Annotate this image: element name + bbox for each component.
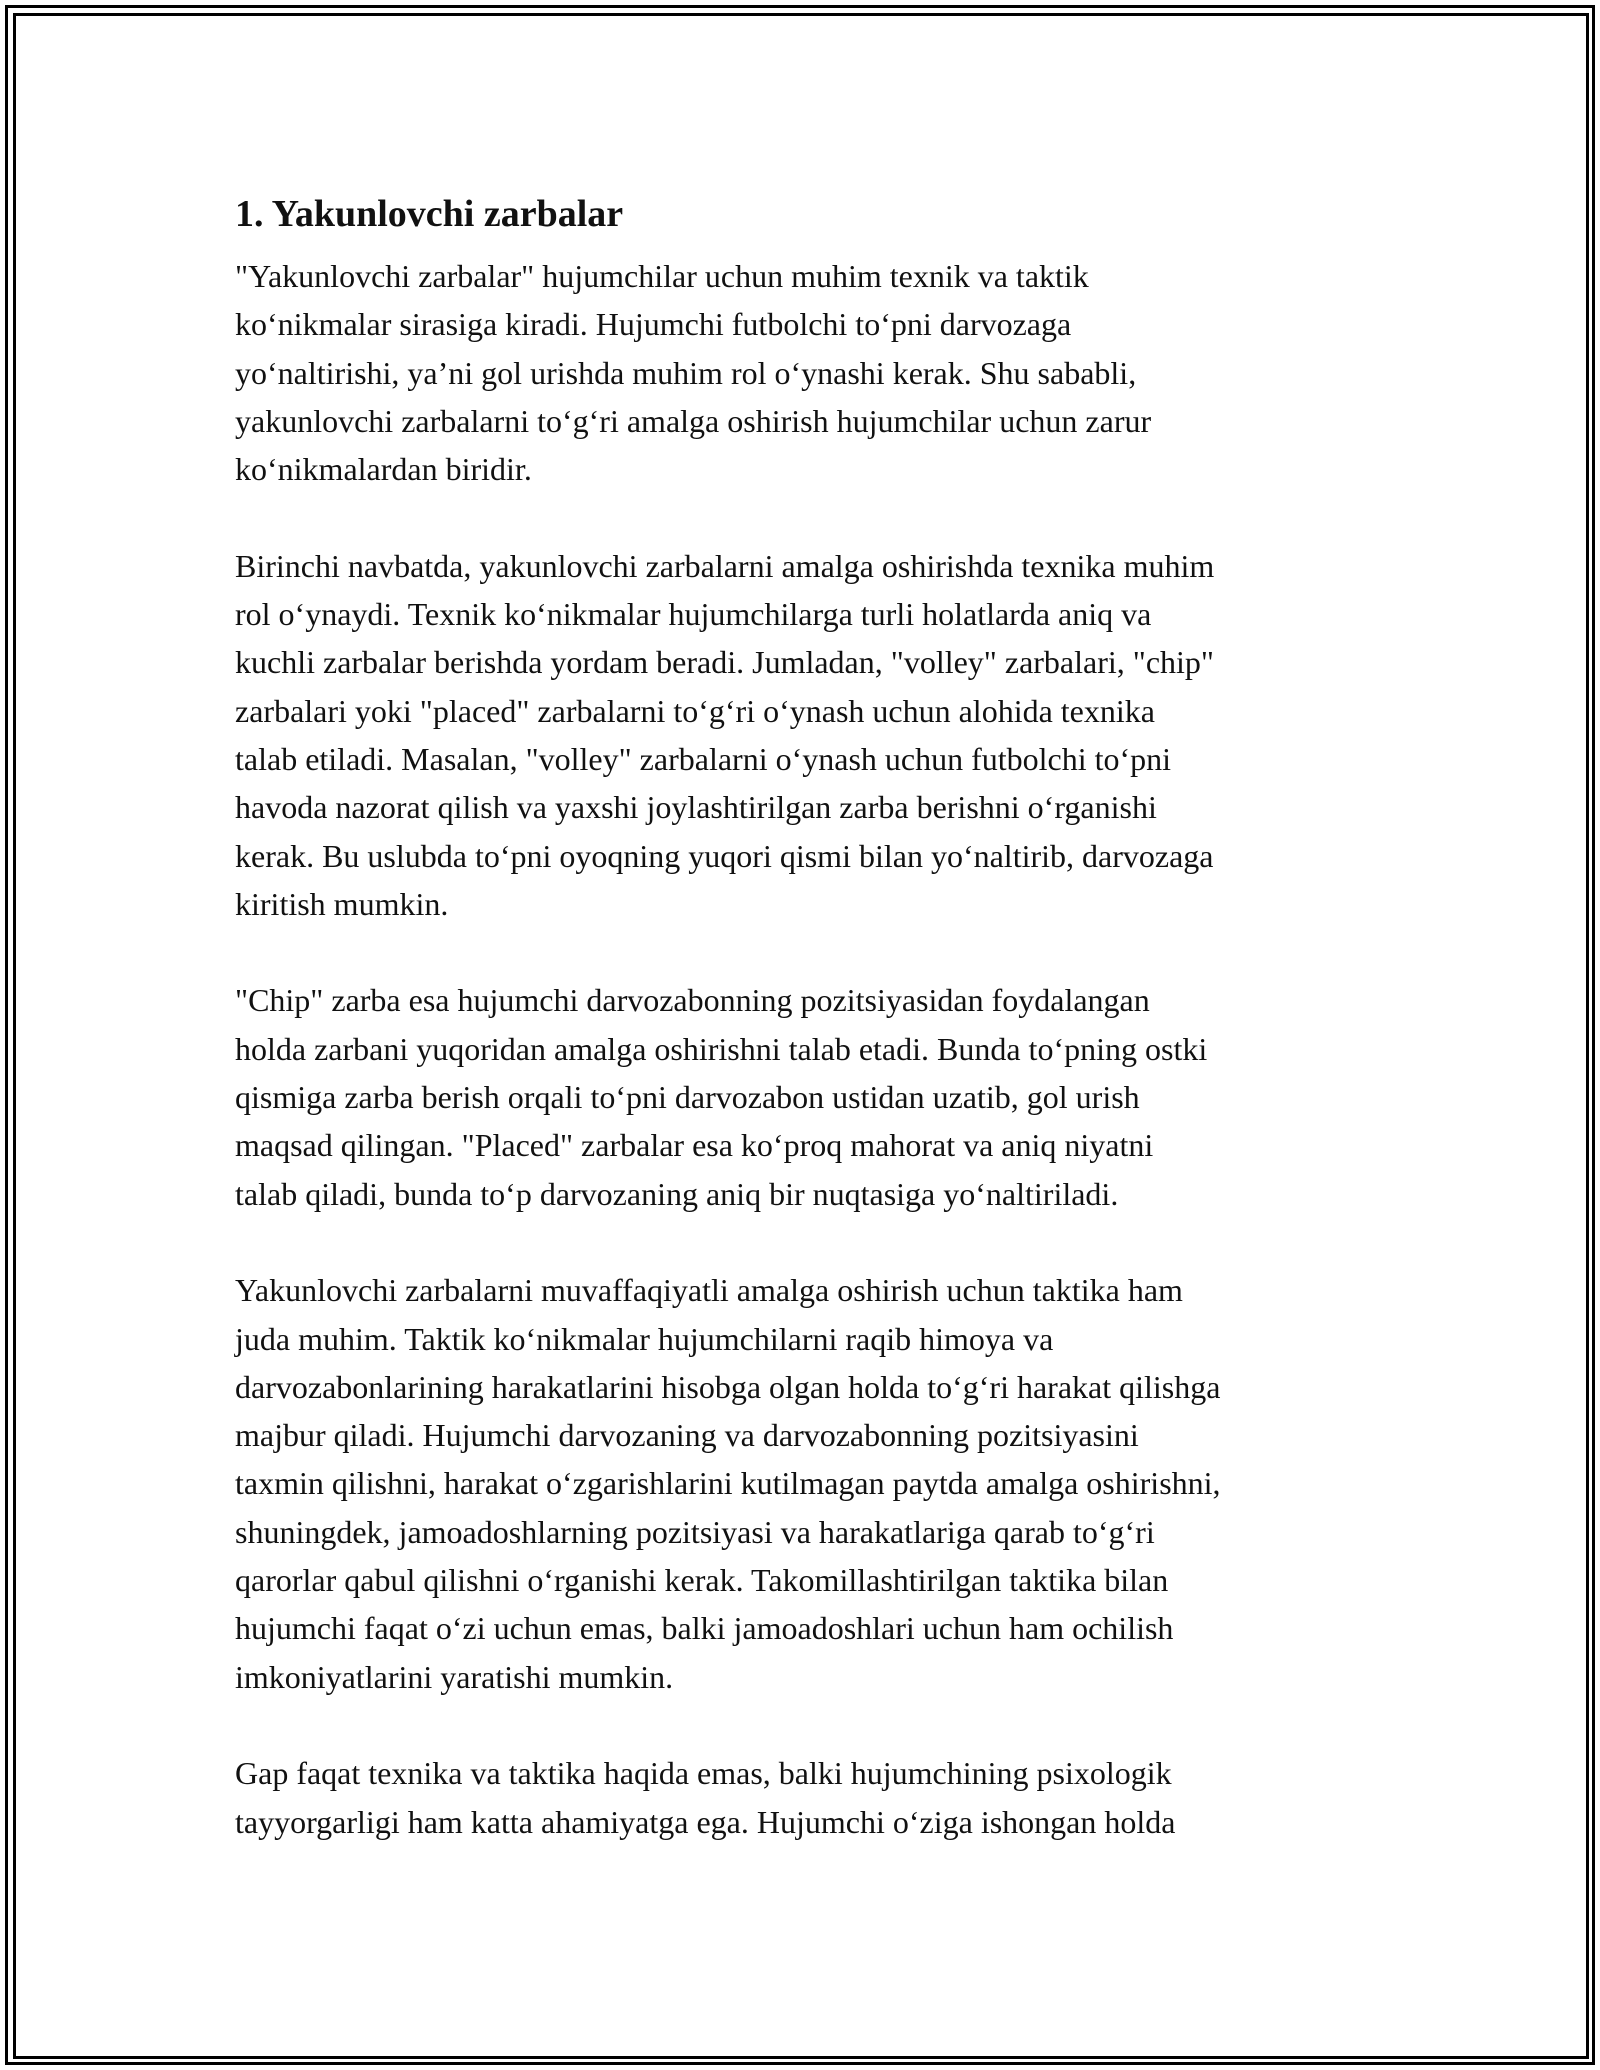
paragraph-line: maqsad qilingan. "Placed" zarbalar esa ko‘proq mahorat va aniq niyatni	[235, 1127, 1154, 1164]
paragraph-line: "Yakunlovchi zarbalar" hujumchilar uchun muhim texnik va taktik	[235, 258, 1089, 294]
paragraph-line: Yakunlovchi zarbalarni muvaffaqiyatli amalga oshirish uchun taktika ham	[235, 1272, 1183, 1309]
paragraph-line: hujumchi faqat o‘zi uchun emas, balki jamoadoshlari uchun ham ochilish	[235, 1610, 1174, 1647]
paragraph-line: qarorlar qabul qilishni o‘rganishi kerak. Takomillashtirilgan taktika bilan	[235, 1562, 1169, 1599]
paragraph-line: zarbalari yoki "placed" zarbalarni to‘g‘ri o‘ynash uchun alohida texnika	[235, 692, 1155, 729]
paragraph-line: Birinchi navbatda, yakunlovchi zarbalarni amalga oshirishda texnika muhim	[235, 547, 1215, 584]
paragraph-line: juda muhim. Taktik ko‘nikmalar hujumchilarni raqib himoya va	[235, 1320, 1054, 1357]
paragraph-line: havoda nazorat qilish va yaxshi joylashtirilgan zarba berishni o‘rganishi	[235, 789, 1157, 826]
paragraph	[235, 976, 1380, 1217]
paragraph-line: darvozabonlarining harakatlarini hisobga olgan holda to‘g‘ri harakat qilishga	[235, 1368, 1221, 1405]
paragraph-line: tayyorgarligi ham katta ahamiyatga ega. Hujumchi o‘ziga ishongan holda	[235, 1803, 1176, 1840]
paragraph-line: majbur qiladi. Hujumchi darvozaning va darvozabonning pozitsiyasini	[235, 1417, 1139, 1454]
section-heading: 1. Yakunlovchi zarbalar	[235, 193, 624, 235]
paragraph-line: taxmin qilishni, harakat o‘zgarishlarini kutilmagan paytda amalga oshirishni,	[235, 1465, 1221, 1502]
paragraph-line: shuningdek, jamoadoshlarning pozitsiyasi va harakatlariga qarab to‘g‘ri	[235, 1513, 1155, 1550]
paragraph-line: yo‘naltirishi, ya’ni gol urishda muhim rol o‘ynashi kerak. Shu sababli,	[235, 354, 1137, 391]
paragraph-line: yakunlovchi zarbalarni to‘g‘ri amalga oshirish hujumchilar uchun zarur	[235, 402, 1152, 439]
paragraph-line: rol o‘ynaydi. Texnik ko‘nikmalar hujumchilarga turli holatlarda aniq va	[235, 596, 1152, 633]
paragraph-line: kerak. Bu uslubda to‘pni oyoqning yuqori qismi bilan yo‘naltirib, darvozaga	[235, 837, 1214, 874]
paragraph-line: talab qiladi, bunda to‘p darvozaning aniq bir nuqtasiga yo‘naltiriladi.	[235, 1175, 1119, 1212]
document-body	[235, 188, 1380, 1894]
paragraph	[235, 252, 1380, 493]
paragraph-list	[235, 252, 1380, 1846]
paragraph-line: talab etiladi. Masalan, "volley" zarbalarni o‘ynash uchun futbolchi to‘pni	[235, 740, 1172, 777]
paragraph-line: Gap faqat texnika va taktika haqida emas, balki hujumchining psixologik	[235, 1755, 1172, 1792]
paragraph-line: ko‘nikmalardan biridir.	[235, 451, 532, 488]
paragraph	[235, 1749, 1380, 1846]
paragraph	[235, 1266, 1380, 1701]
paragraph	[235, 542, 1380, 928]
paragraph-line: ko‘nikmalar sirasiga kiradi. Hujumchi futbolchi to‘pni darvozaga	[235, 306, 1072, 343]
paragraph-line: kuchli zarbalar berishda yordam beradi. Jumladan, "volley" zarbalari, "chip"	[235, 644, 1214, 681]
paragraph-line: holda zarbani yuqoridan amalga oshirishni talab etadi. Bunda to‘pning ostki	[235, 1030, 1208, 1067]
paragraph-line: "Chip" zarba esa hujumchi darvozabonning pozitsiyasidan foydalangan	[235, 982, 1150, 1019]
paragraph-line: imkoniyatlarini yaratishi mumkin.	[235, 1658, 674, 1695]
paragraph-line: kiritish mumkin.	[235, 885, 449, 922]
paragraph-line: qismiga zarba berish orqali to‘pni darvozabon ustidan uzatib, gol urish	[235, 1079, 1140, 1116]
